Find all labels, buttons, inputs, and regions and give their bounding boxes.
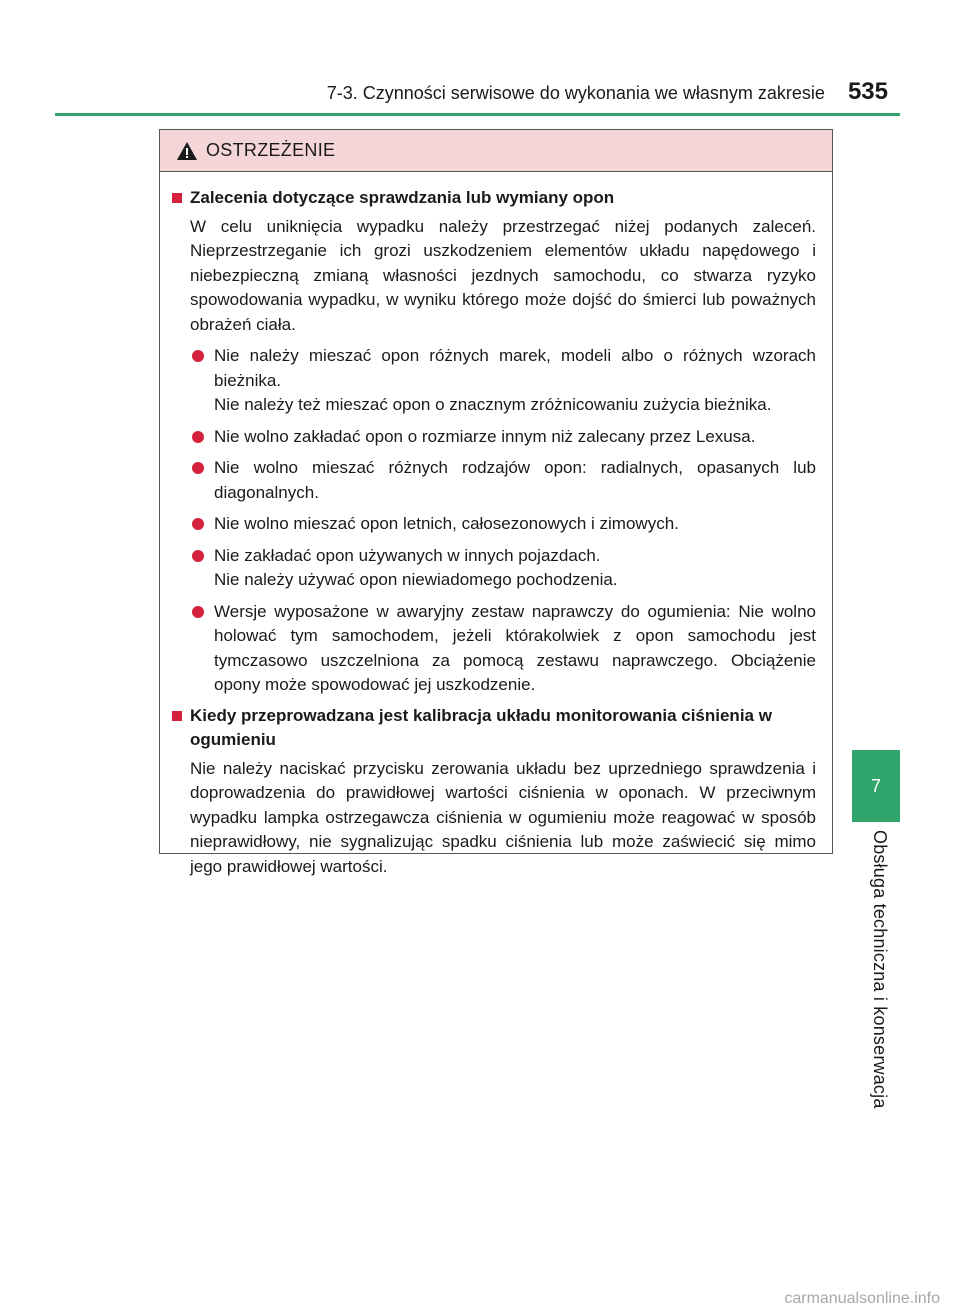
list-item <box>172 600 816 698</box>
list-item <box>172 512 816 537</box>
page-number: 535 <box>847 78 888 105</box>
list-item-text: Nie zakładać opon używanych w innych pojazdach. <box>214 545 601 565</box>
warning-triangle-icon <box>176 141 198 161</box>
warning-header <box>160 130 832 172</box>
circle-bullet-icon <box>192 550 204 562</box>
topic-heading <box>172 704 816 753</box>
chapter-tab: 7 <box>852 750 900 822</box>
list-item-text: Nie należy też mieszać opon o znacznym zróżnicowaniu zużycia bieżnika. <box>214 395 772 414</box>
list-item-text: Nie należy używać opon niewiadomego pochodzenia. <box>214 570 618 589</box>
square-bullet-icon <box>172 711 182 721</box>
list-item <box>172 544 816 593</box>
list-item-text: Nie wolno mieszać różnych rodzajów opon: radialnych, opasanych lub diagonalnych. <box>214 458 816 502</box>
warning-body <box>160 172 832 879</box>
circle-bullet-icon <box>192 606 204 618</box>
list-item <box>172 456 816 505</box>
paragraph: W celu uniknięcia wypadku należy przestrzegać niżej podanych zaleceń. Nieprzestrzeganie ich grozi uszkodzeniem elementów układu napędowego i niebezpieczną zmianą własności jezdnych samochodu, co stwarza ryzyko spowodowania wypadku, w wyniku którego może dojść do śmierci lub poważnych obrażeń ciała. <box>190 216 816 334</box>
warning-title: OSTRZEŻENIE <box>206 140 336 160</box>
list-item-text: Nie wolno mieszać opon letnich, całosezonowych i zimowych. <box>214 514 679 533</box>
list-item-text: Nie wolno zakładać opon o rozmiarze innym niż zalecany przez Lexusa. <box>214 426 756 446</box>
circle-bullet-icon <box>192 431 204 443</box>
square-bullet-icon <box>172 193 182 203</box>
watermark: carmanualsonline.info <box>784 1290 940 1307</box>
circle-bullet-icon <box>192 462 204 474</box>
warning-box <box>159 129 833 876</box>
circle-bullet-icon <box>192 350 204 362</box>
list-item <box>172 425 816 450</box>
page-header <box>0 78 888 106</box>
chapter-label: Obsługa techniczna i konserwacja <box>870 830 890 1109</box>
topic-heading-text: Zalecenia dotyczące sprawdzania lub wymiany opon <box>190 188 615 207</box>
list-item-text: Nie należy mieszać opon różnych marek, modeli albo o różnych wzorach bieżnika. <box>214 346 816 390</box>
topic-heading-text: Kiedy przeprowadzana jest kalibracja układu monitorowania ciśnienia w ogumieniu <box>190 705 772 749</box>
topic-heading <box>172 186 816 211</box>
section-title: 7-3. Czynności serwisowe do wykonania we własnym zakresie <box>326 83 825 103</box>
list-item-text: Wersje wyposażone w awaryjny zestaw naprawczy do ogumienia: Nie wolno holować tym samochodem, jeżeli którakolwiek z opon samochodu jest tymczasowo uszczelniona za pomocą zestawu naprawczego. Obciążenie opony może spowodować jej uszkodzenie. <box>214 601 816 694</box>
list-item <box>172 344 816 418</box>
paragraph: Nie należy naciskać przycisku zerowania układu bez uprzedniego sprawdzenia i doprowadzenia do prawidłowej wartości ciśnienia w oponach. W przeciwnym wypadku lampka ostrzegawcza ciśnienia w ogumieniu może reagować w sposób nieprawidłowy, nie sygnalizując spadku ciśnienia lub może zaświecić się mimo jego prawidłowej wartości. <box>190 758 816 876</box>
header-rule <box>55 113 900 116</box>
circle-bullet-icon <box>192 518 204 530</box>
